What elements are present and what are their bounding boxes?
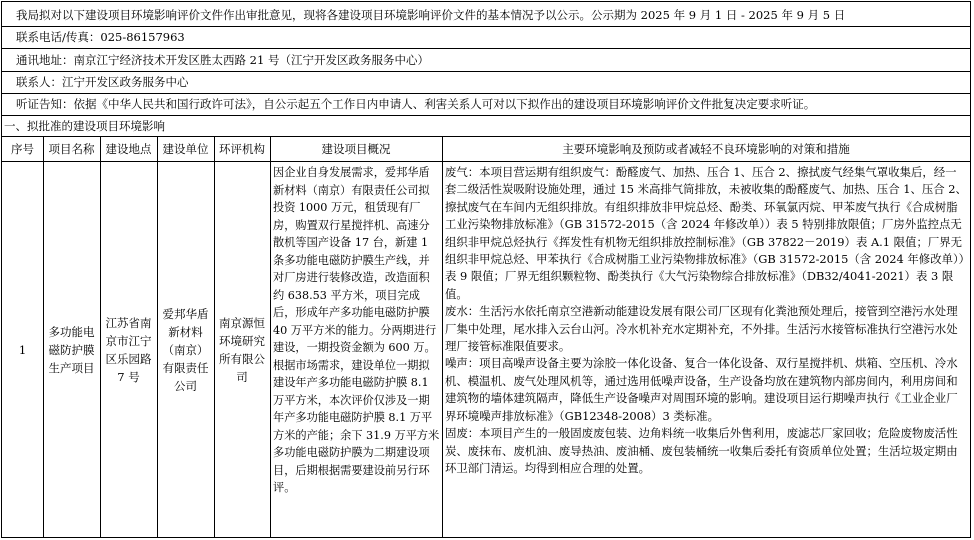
notice-intro: 我局拟对以下建设项目环境影响评价文件作出审批意见，现将各建设项目环境影响评价文件的基本情况予以公示。公示期为 2025 年 9 月 1 日 - 2025 年 9 月 5 日 [16, 8, 846, 22]
measure-noise: 噪声：项目高噪声设备主要为涂胶一体化设备、复合一体化设备、双行星搅拌机、烘箱、空压机、冷水机、模温机、废气处理风机等，通过选用低噪声设备，生产设备均放在建筑物内部房间内，利用房间和建筑物的墙体建筑隔声，降低生产设备噪声对周围环境的影响。建设项目运行期噪声执行《工业企业厂界环境噪声排放标准》（GB12348-2008）3 类标准。 [445, 356, 958, 423]
row-project-name: 多功能电磁防护膜生产项目 [48, 324, 95, 375]
notice-contact-person: 联系人：江宁开发区政务服务中心 [16, 75, 189, 89]
header-measures: 主要环境影响及预防或者减轻不良环境影响的对策和措施 [562, 141, 850, 156]
notice-hearing: 听证告知：依据《中华人民共和国行政许可法》，自公示起五个工作日内申请人、利害关系人可对以下拟作出的建设项目环境影响评价文件批复决定要求听证。 [16, 97, 816, 111]
header-location: 建设地点 [105, 141, 152, 156]
section-title: 一、拟批准的建设项目环境影响 [4, 119, 165, 133]
row-measures [442, 161, 970, 538]
measure-wastewater: 废水：生活污水依托南京空港新动能建设发展有限公司厂区现有化粪池预处理后，接管到空港污水处理厂集中处理，尾水排入云台山河。冷水机补充水定期补充，不外排。生活污水接管标准执行空港污水处理厂接管标准限值要求。 [445, 304, 958, 354]
header-name: 项目名称 [48, 141, 95, 156]
divider [2, 48, 970, 49]
notice-frame [1, 1, 971, 538]
row-unit: 爱邦华盾新材料（南京）有限责任公司 [162, 306, 209, 393]
header-agency: 环评机构 [219, 141, 265, 156]
header-seq: 序号 [11, 141, 34, 156]
row-seq: 1 [18, 342, 27, 357]
measure-solid-waste: 固废：本项目产生的一般固废废包装、边角料统一收集后外售利用，废滤芯厂家回收；危险废物废活性炭、废抹布、废机油、废导热油、废油桶、废包装桶统一收集后委托有资质单位处置；生活垃圾定期由环卫部门清运。均得到相应合理的处置。 [445, 426, 958, 475]
header-unit: 建设单位 [162, 141, 209, 156]
divider [2, 93, 970, 94]
notice-address: 通讯地址：南京江宁经济技术开发区胜太西路 21 号（江宁开发区政务服务中心） [16, 53, 429, 67]
row-location: 江苏省南京市江宁区乐园路 7 号 [105, 315, 152, 384]
divider [2, 71, 970, 72]
divider [2, 115, 970, 116]
header-overview: 建设项目概况 [321, 141, 391, 156]
row-agency: 南京源恒环境研究所有限公司 [219, 315, 265, 384]
divider [2, 26, 970, 27]
notice-contact-phone: 联系电话/传真：025-86157963 [16, 30, 185, 44]
row-overview: 因企业自身发展需求，爱邦华盾新材料（南京）有限责任公司拟投资 1000 万元，租赁现有厂房，购置双行星搅拌机、高速分散机等国产设备 17 台，新建 1 条多功能电磁防护膜生产线，并对厂房进行装修改造，改造面积约 638.53 平方米，项目完成后，形成年产多功能电磁防护膜 40 万平方米的能力。分两期进行建设，一期投资金额为 600 万。根据市场需求，建设单位一期拟建设年产多功能电磁防护膜 8.1 万平方米，本次评价仅涉及一期年产多功能电磁防护膜 8.1 万平方米的产能；余下 31.9 万平方米多功能电磁防护膜为二期建设项目，后期根据需要建设前另行环评。 [273, 166, 440, 494]
measure-exhaust-gas: 废气：本项目营运期有组织废气：酚醛废气、加热、压合 1、压合 2、擦拭废气经集气罩收集后，经一套二级活性炭吸附设施处理，通过 15 米高排气筒排放，未被收集的酚醛废气、加热、压合 1、压合 2、擦拭废气在车间内无组织排放。有组织排放非甲烷总烃、酚类、环氧氯丙烷、甲苯废气执行《合成树脂工业污染物排放标准》（GB 31572-2015（含 2024 年修改单））表 5 特别排放限值；厂房外监控点无组织非甲烷总烃执行《挥发性有机物无组织排放控制标准》（GB 37822－2019）表 A.1 限值；厂界无组织非甲烷总烃、甲苯执行《合成树脂工业污染物排放标准》（GB 31572-2015（含 2024 年修改单））表 9 限值；厂界无组织颗粒物、酚类执行《大气污染物综合排放标准》（DB32/4041-2021）表 3 限值。 [445, 165, 967, 301]
